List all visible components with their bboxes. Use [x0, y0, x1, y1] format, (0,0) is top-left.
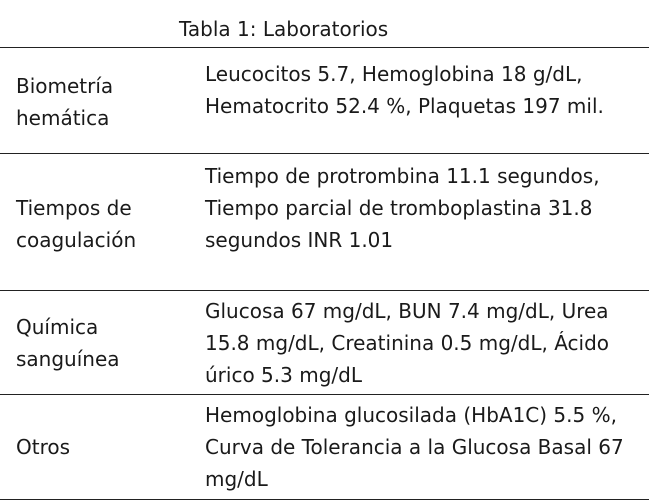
row-value: Tiempo de protrombina 11.1 segundos, Tiempo parcial de tromboplastina 31.8 segundos INR 1.01 — [205, 164, 600, 252]
row-value: Glucosa 67 mg/dL, BUN 7.4 mg/dL, Urea 15.8 mg/dL, Creatinina 0.5 mg/dL, Ácido úrico 5.3 mg/dL — [205, 299, 610, 387]
row-label: Biometría hemática — [16, 74, 114, 130]
row-value: Hemoglobina glucosilada (HbA1C) 5.5 %, Curva de Tolerancia a la Glucosa Basal 67 mg/dL — [205, 403, 624, 491]
table-caption-text: Tabla 1: Laboratorios — [179, 17, 389, 41]
row-label: Otros — [16, 435, 71, 459]
row-label: Química sanguínea — [16, 315, 120, 371]
table-caption — [0, 0, 649, 48]
row-value: Leucocitos 5.7, Hemoglobina 18 g/dL, Hematocrito 52.4 %, Plaquetas 197 mil. — [205, 62, 604, 118]
table-row-quimica — [0, 291, 649, 395]
table-row-biometria — [0, 48, 649, 154]
table-row-otros — [0, 395, 649, 500]
row-label: Tiempos de coagulación — [16, 196, 137, 252]
table-row-coagulacion — [0, 154, 649, 291]
